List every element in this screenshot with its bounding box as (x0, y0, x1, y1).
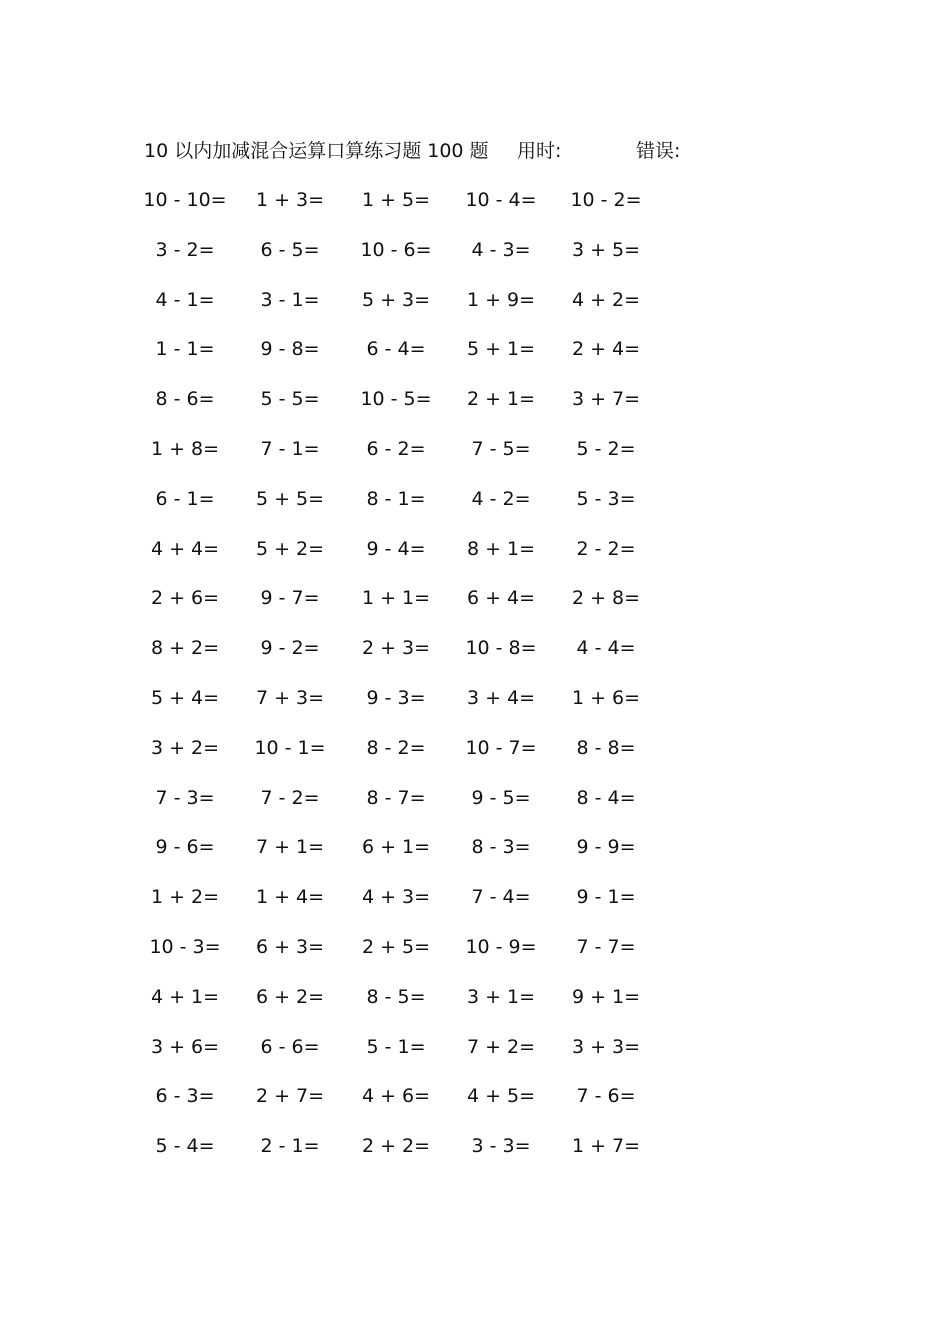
problem-item: 6 - 1= (155, 487, 215, 510)
problem-item: 5 + 1= (466, 338, 536, 361)
problem-item: 8 + 1= (466, 537, 536, 560)
problem-item: 3 - 1= (260, 288, 320, 311)
problem-row (130, 482, 690, 532)
problem-item: 3 + 6= (150, 1035, 220, 1058)
problem-item: 2 + 7= (255, 1085, 325, 1108)
problem-item: 7 - 2= (260, 786, 320, 809)
problem-item: 7 - 7= (576, 935, 636, 958)
problem-item: 2 + 6= (150, 587, 220, 610)
problem-item: 3 - 3= (471, 1135, 531, 1158)
problem-item: 2 + 2= (361, 1135, 431, 1158)
problem-item: 5 + 2= (255, 537, 325, 560)
problem-item: 3 + 4= (466, 686, 536, 709)
problem-item: 9 - 9= (576, 836, 636, 859)
problem-item: 8 - 8= (576, 736, 636, 759)
problem-item: 4 - 4= (576, 637, 636, 660)
problem-item: 9 - 8= (260, 338, 320, 361)
problem-item: 8 + 2= (150, 637, 220, 660)
problem-row (130, 880, 690, 930)
problem-item: 3 + 7= (571, 388, 641, 411)
problem-item: 5 - 5= (260, 388, 320, 411)
error-count-label: 错误: (636, 140, 681, 162)
problem-row (130, 731, 690, 781)
problem-item: 5 - 1= (366, 1035, 426, 1058)
problem-item: 1 + 1= (361, 587, 431, 610)
problem-item: 10 - 4= (465, 189, 537, 211)
problem-item: 6 + 3= (255, 935, 325, 958)
problem-item: 7 - 4= (471, 886, 531, 909)
problem-item: 8 - 7= (366, 786, 426, 809)
problem-item: 2 - 1= (260, 1135, 320, 1158)
problem-row (130, 631, 690, 681)
problem-item: 8 - 6= (155, 388, 215, 411)
problem-item: 1 + 9= (466, 288, 536, 311)
problem-item: 9 - 4= (366, 537, 426, 560)
problem-item: 7 - 1= (260, 437, 320, 460)
problem-item: 4 + 5= (466, 1085, 536, 1108)
problem-row (130, 781, 690, 831)
problem-item: 10 - 7= (465, 736, 537, 759)
problem-item: 5 - 2= (576, 437, 636, 460)
problem-item: 1 + 3= (255, 189, 325, 211)
problem-item: 1 + 7= (571, 1135, 641, 1158)
problem-item: 8 - 2= (366, 736, 426, 759)
problem-item: 10 - 2= (570, 189, 642, 211)
problem-item: 1 - 1= (155, 338, 215, 361)
problem-row (130, 1079, 690, 1129)
problem-item: 5 - 4= (155, 1135, 215, 1158)
problem-item: 3 + 3= (571, 1035, 641, 1058)
problem-item: 9 - 5= (471, 786, 531, 809)
problem-item: 1 + 5= (361, 189, 431, 211)
problem-item: 6 - 6= (260, 1035, 320, 1058)
time-used-label: 用时: (517, 140, 562, 162)
problem-item: 10 - 8= (465, 637, 537, 660)
problem-item: 9 + 1= (571, 985, 641, 1008)
problem-item: 9 - 1= (576, 886, 636, 909)
problem-row (130, 532, 690, 582)
problem-row (130, 233, 690, 283)
problem-item: 9 - 2= (260, 637, 320, 660)
problem-item: 8 - 5= (366, 985, 426, 1008)
problem-item: 7 + 2= (466, 1035, 536, 1058)
problem-item: 4 + 3= (361, 886, 431, 909)
problem-item: 8 - 3= (471, 836, 531, 859)
problem-item: 5 - 3= (576, 487, 636, 510)
problem-item: 4 + 1= (150, 985, 220, 1008)
problem-row (130, 332, 690, 382)
problem-item: 6 + 2= (255, 985, 325, 1008)
problem-row (130, 1030, 690, 1080)
problem-item: 6 - 3= (155, 1085, 215, 1108)
problem-item: 2 + 3= (361, 637, 431, 660)
problem-item: 5 + 4= (150, 686, 220, 709)
problem-row (130, 830, 690, 880)
problem-item: 2 + 1= (466, 388, 536, 411)
problem-item: 4 - 2= (471, 487, 531, 510)
problem-item: 1 + 4= (255, 886, 325, 909)
problem-item: 4 + 4= (150, 537, 220, 560)
problem-item: 9 - 7= (260, 587, 320, 610)
problem-item: 2 + 8= (571, 587, 641, 610)
problem-item: 7 - 3= (155, 786, 215, 809)
problem-item: 1 + 2= (150, 886, 220, 909)
problem-row (130, 382, 690, 432)
problem-row (130, 581, 690, 631)
problem-item: 7 + 1= (255, 836, 325, 859)
problem-row (130, 930, 690, 980)
problem-item: 4 - 3= (471, 238, 531, 261)
problem-item: 4 - 1= (155, 288, 215, 311)
problem-item: 6 - 4= (366, 338, 426, 361)
problem-row (130, 283, 690, 333)
problem-item: 4 + 6= (361, 1085, 431, 1108)
problem-item: 9 - 6= (155, 836, 215, 859)
worksheet-title: 10 以内加减混合运算口算练习题 100 题 (144, 140, 489, 162)
problem-item: 5 + 3= (361, 288, 431, 311)
problem-item: 3 - 2= (155, 238, 215, 261)
problem-row (130, 183, 690, 233)
problem-item: 1 + 6= (571, 686, 641, 709)
problem-row (130, 980, 690, 1030)
problem-item: 3 + 5= (571, 238, 641, 261)
problem-item: 6 + 4= (466, 587, 536, 610)
problem-item: 6 + 1= (361, 836, 431, 859)
problem-item: 3 + 1= (466, 985, 536, 1008)
problem-item: 4 + 2= (571, 288, 641, 311)
problem-grid (130, 183, 690, 1179)
problem-item: 7 + 3= (255, 686, 325, 709)
problem-item: 10 - 3= (149, 935, 221, 958)
problem-item: 10 - 9= (465, 935, 537, 958)
problem-row (130, 432, 690, 482)
problem-item: 10 - 5= (360, 388, 432, 411)
problem-item: 2 - 2= (576, 537, 636, 560)
problem-item: 8 - 4= (576, 786, 636, 809)
problem-item: 9 - 3= (366, 686, 426, 709)
problem-item: 10 - 10= (143, 189, 227, 211)
problem-row (130, 1129, 690, 1179)
problem-item: 6 - 2= (366, 437, 426, 460)
problem-item: 3 + 2= (150, 736, 220, 759)
problem-item: 10 - 1= (254, 736, 326, 759)
problem-item: 10 - 6= (360, 238, 432, 261)
problem-item: 8 - 1= (366, 487, 426, 510)
problem-item: 6 - 5= (260, 238, 320, 261)
problem-row (130, 681, 690, 731)
problem-item: 2 + 5= (361, 935, 431, 958)
problem-item: 7 - 5= (471, 437, 531, 460)
problem-item: 7 - 6= (576, 1085, 636, 1108)
problem-item: 5 + 5= (255, 487, 325, 510)
problem-item: 2 + 4= (571, 338, 641, 361)
problem-item: 1 + 8= (150, 437, 220, 460)
